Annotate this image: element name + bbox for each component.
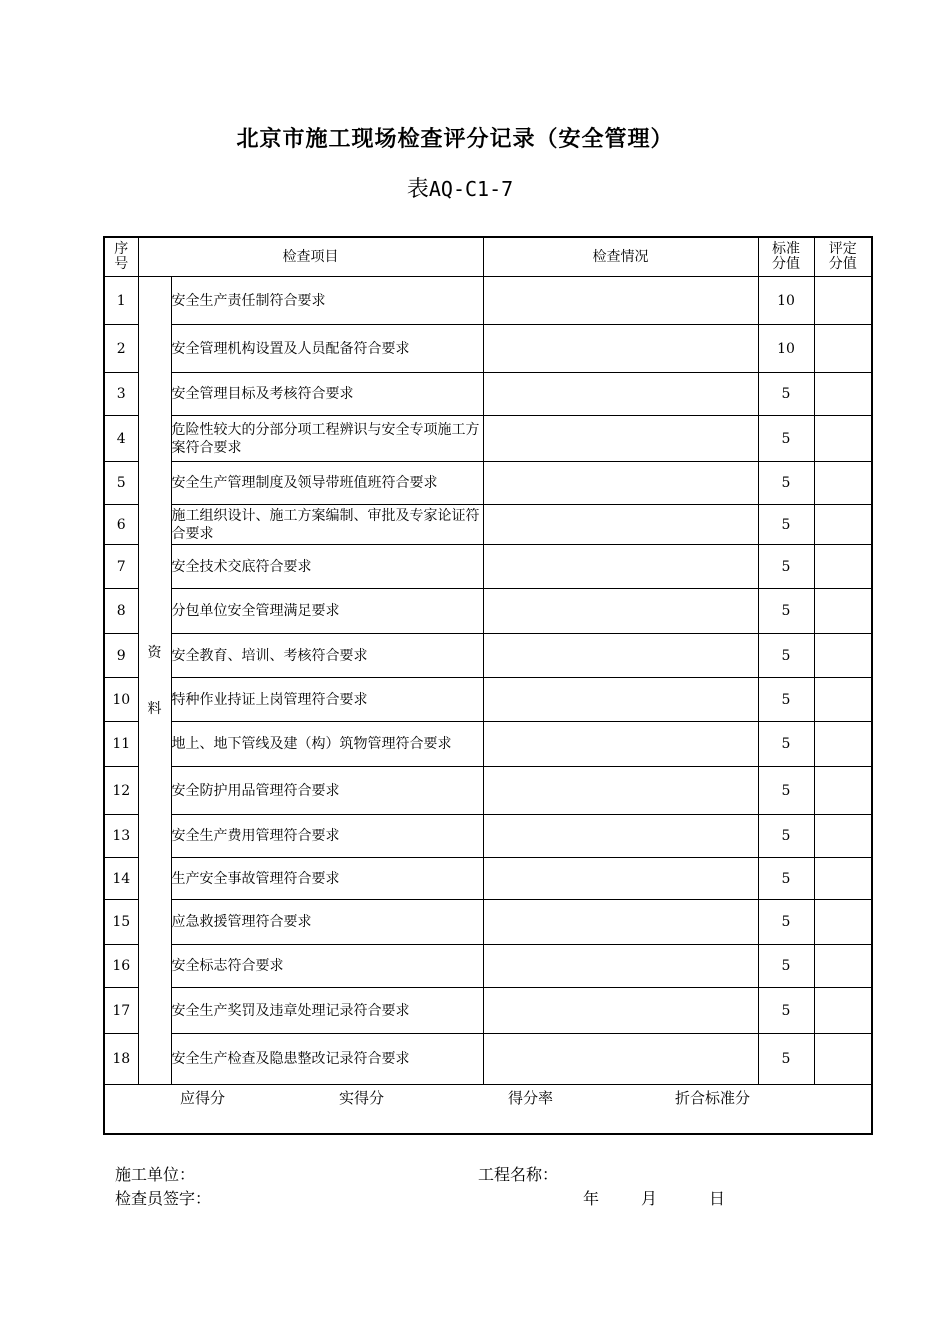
row-check-item: 安全防护用品管理符合要求 (171, 767, 483, 815)
row-check-item: 分包单位安全管理满足要求 (171, 589, 483, 634)
project-name-label: 工程名称： (478, 1165, 559, 1184)
row-check-item: 安全生产责任制符合要求 (171, 277, 483, 325)
row-serial-number: 14 (104, 858, 138, 900)
row-serial-number: 13 (104, 815, 138, 858)
row-check-situation-field[interactable] (483, 767, 758, 815)
date-month-label: 月 (641, 1189, 658, 1208)
row-standard-score: 5 (758, 416, 814, 462)
row-check-item: 施工组织设计、施工方案编制、审批及专家论证符合要求 (171, 505, 483, 545)
row-standard-score: 5 (758, 462, 814, 505)
row-check-situation-field[interactable] (483, 815, 758, 858)
row-check-item: 特种作业持证上岗管理符合要求 (171, 678, 483, 722)
row-serial-number: 15 (104, 900, 138, 945)
table-code-heading (0, 172, 920, 203)
row-assessed-score-field[interactable] (814, 589, 872, 634)
row-check-situation-field[interactable] (483, 1034, 758, 1085)
row-serial-number: 1 (104, 277, 138, 325)
category-label-2: 料 (147, 700, 162, 717)
row-standard-score: 10 (758, 325, 814, 373)
table-header-row (104, 237, 872, 277)
header-serial: 序 号 (104, 237, 138, 277)
row-check-item: 生产安全事故管理符合要求 (171, 858, 483, 900)
table-row (104, 325, 872, 373)
row-check-item: 安全生产检查及隐患整改记录符合要求 (171, 1034, 483, 1085)
row-assessed-score-field[interactable] (814, 462, 872, 505)
row-check-item: 安全管理机构设置及人员配备符合要求 (171, 325, 483, 373)
table-row (104, 505, 872, 545)
row-serial-number: 10 (104, 678, 138, 722)
row-assessed-score-field[interactable] (814, 945, 872, 988)
row-serial-number: 7 (104, 545, 138, 589)
row-check-situation-field[interactable] (483, 589, 758, 634)
header-standard-score: 标准 分值 (758, 237, 814, 277)
summary-should-score: 应得分 (180, 1089, 226, 1107)
table-row (104, 545, 872, 589)
row-check-item: 安全生产管理制度及领导带班值班符合要求 (171, 462, 483, 505)
row-assessed-score-field[interactable] (814, 416, 872, 462)
category-label-1: 资 (147, 644, 162, 661)
summary-score-rate: 得分率 (508, 1089, 554, 1107)
row-assessed-score-field[interactable] (814, 325, 872, 373)
inspection-score-table (103, 236, 873, 1135)
row-assessed-score-field[interactable] (814, 858, 872, 900)
construction-unit-label: 施工单位： (115, 1165, 196, 1184)
table-row (104, 815, 872, 858)
summary-row (104, 1085, 872, 1135)
row-standard-score: 5 (758, 767, 814, 815)
table-code: AQ-C1-7 (428, 177, 514, 201)
table-row (104, 900, 872, 945)
row-check-situation-field[interactable] (483, 505, 758, 545)
row-check-situation-field[interactable] (483, 462, 758, 505)
row-check-situation-field[interactable] (483, 373, 758, 416)
row-check-situation-field[interactable] (483, 900, 758, 945)
row-standard-score: 5 (758, 505, 814, 545)
row-check-item: 安全生产费用管理符合要求 (171, 815, 483, 858)
header-check-item: 检查项目 (138, 237, 483, 277)
table-prefix: 表 (406, 177, 429, 202)
row-serial-number: 2 (104, 325, 138, 373)
row-check-item: 安全教育、培训、考核符合要求 (171, 634, 483, 678)
summary-converted-score: 折合标准分 (675, 1089, 751, 1107)
table-row (104, 988, 872, 1034)
row-serial-number: 11 (104, 722, 138, 767)
header-check-situation: 检查情况 (483, 237, 758, 277)
row-standard-score: 5 (758, 373, 814, 416)
table-row (104, 416, 872, 462)
table-row (104, 945, 872, 988)
date-year-label: 年 (583, 1189, 600, 1208)
row-standard-score: 5 (758, 722, 814, 767)
row-standard-score: 5 (758, 900, 814, 945)
row-standard-score: 5 (758, 545, 814, 589)
row-check-item: 安全管理目标及考核符合要求 (171, 373, 483, 416)
row-check-situation-field[interactable] (483, 325, 758, 373)
date-day-label: 日 (709, 1189, 726, 1208)
row-serial-number: 3 (104, 373, 138, 416)
row-assessed-score-field[interactable] (814, 634, 872, 678)
row-check-situation-field[interactable] (483, 858, 758, 900)
row-standard-score: 5 (758, 858, 814, 900)
row-assessed-score-field[interactable] (814, 373, 872, 416)
table-row (104, 678, 872, 722)
row-assessed-score-field[interactable] (814, 1034, 872, 1085)
row-serial-number: 16 (104, 945, 138, 988)
table-row (104, 767, 872, 815)
row-assessed-score-field[interactable] (814, 815, 872, 858)
table-row (104, 634, 872, 678)
table-row (104, 373, 872, 416)
table-row (104, 277, 872, 325)
row-serial-number: 6 (104, 505, 138, 545)
row-standard-score: 5 (758, 589, 814, 634)
row-assessed-score-field[interactable] (814, 505, 872, 545)
table-row (104, 722, 872, 767)
row-assessed-score-field[interactable] (814, 545, 872, 589)
summary-actual-score: 实得分 (339, 1089, 385, 1107)
row-check-situation-field[interactable] (483, 945, 758, 988)
row-assessed-score-field[interactable] (814, 767, 872, 815)
category-cell (138, 277, 171, 1085)
page-title: 北京市施工现场检查评分记录（安全管理） (236, 126, 674, 152)
row-assessed-score-field[interactable] (814, 678, 872, 722)
row-check-situation-field[interactable] (483, 722, 758, 767)
row-check-item: 危险性较大的分部分项工程辨识与安全专项施工方案符合要求 (171, 416, 483, 462)
row-standard-score: 5 (758, 988, 814, 1034)
row-check-situation-field[interactable] (483, 277, 758, 325)
row-check-situation-field[interactable] (483, 416, 758, 462)
inspector-signature-label: 检查员签字： (115, 1189, 212, 1208)
row-serial-number: 5 (104, 462, 138, 505)
row-standard-score: 10 (758, 277, 814, 325)
table-row (104, 858, 872, 900)
row-serial-number: 9 (104, 634, 138, 678)
row-standard-score: 5 (758, 945, 814, 988)
row-check-situation-field[interactable] (483, 678, 758, 722)
row-check-item: 安全生产奖罚及违章处理记录符合要求 (171, 988, 483, 1034)
row-standard-score: 5 (758, 1034, 814, 1085)
row-serial-number: 8 (104, 589, 138, 634)
row-assessed-score-field[interactable] (814, 277, 872, 325)
row-standard-score: 5 (758, 815, 814, 858)
row-assessed-score-field[interactable] (814, 900, 872, 945)
row-check-item: 应急救援管理符合要求 (171, 900, 483, 945)
summary-cell (104, 1085, 872, 1135)
row-check-item: 安全技术交底符合要求 (171, 545, 483, 589)
table-row (104, 462, 872, 505)
row-standard-score: 5 (758, 634, 814, 678)
row-serial-number: 4 (104, 416, 138, 462)
row-check-situation-field[interactable] (483, 634, 758, 678)
header-assessed-score: 评定 分值 (814, 237, 872, 277)
row-check-situation-field[interactable] (483, 545, 758, 589)
row-serial-number: 17 (104, 988, 138, 1034)
table-row (104, 589, 872, 634)
table-row (104, 1034, 872, 1085)
row-assessed-score-field[interactable] (814, 988, 872, 1034)
row-check-situation-field[interactable] (483, 988, 758, 1034)
row-serial-number: 18 (104, 1034, 138, 1085)
row-check-item: 安全标志符合要求 (171, 945, 483, 988)
row-check-item: 地上、地下管线及建（构）筑物管理符合要求 (171, 722, 483, 767)
row-standard-score: 5 (758, 678, 814, 722)
row-assessed-score-field[interactable] (814, 722, 872, 767)
row-serial-number: 12 (104, 767, 138, 815)
